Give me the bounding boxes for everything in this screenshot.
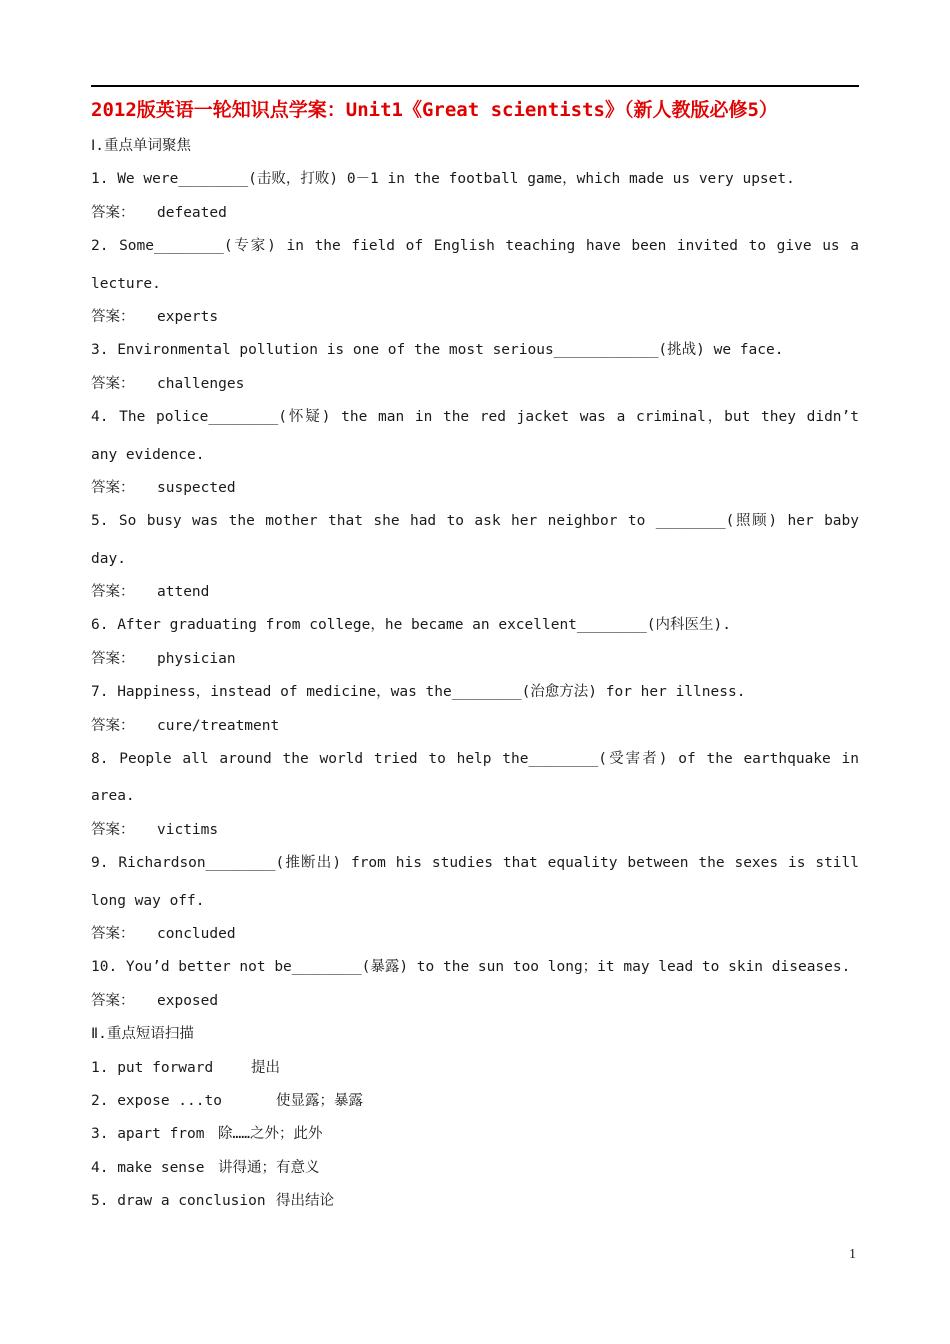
answer-7 [91, 710, 859, 743]
question-6: 6. After graduating from college，he became an excellent________(内科医生). [91, 617, 731, 634]
phrase-chinese: 除……之外；此外 [218, 1126, 323, 1143]
question-2-line2: lecture. [91, 275, 161, 292]
document-body [91, 130, 859, 1219]
answer-label: 答案： [91, 204, 135, 221]
section-heading-phrases: Ⅱ.重点短语扫描 [91, 1026, 194, 1043]
phrase-item [91, 1152, 859, 1185]
answer-5 [91, 576, 859, 609]
answer-label: 答案： [91, 925, 135, 942]
phrase-item [91, 1052, 859, 1085]
answer-label: 答案： [91, 584, 135, 601]
top-rule [91, 85, 859, 87]
question-9-line2: long way off. [91, 892, 205, 909]
question-9-line1: 9. Richardson________(推断出) from his studies that equality between the sexes is still [91, 855, 859, 872]
question-4-line2: any evidence. [91, 446, 205, 463]
phrase-english: 4. make sense [91, 1159, 205, 1176]
phrase-chinese: 提出 [251, 1059, 280, 1076]
question-8-line2: area. [91, 788, 135, 805]
answer-8 [91, 814, 859, 847]
answer-label: 答案： [91, 479, 135, 496]
phrase-item [91, 1085, 859, 1118]
answer-text: challenges [157, 375, 245, 392]
phrase-english: 5. draw a conclusion [91, 1193, 266, 1210]
question-10: 10. You’d better not be________(暴露) to the sun too long；it may lead to skin diseases. [91, 959, 851, 976]
answer-1 [91, 197, 859, 230]
question-7: 7. Happiness，instead of medicine，was the________(治愈方法) for her illness. [91, 684, 746, 701]
document-title: 2012版英语一轮知识点学案：Unit1《Great scientists》（新人教版必修5） [91, 99, 778, 121]
answer-text: cure/treatment [157, 717, 280, 734]
phrase-chinese: 使显露；暴露 [276, 1092, 363, 1109]
answer-text: physician [157, 650, 236, 667]
answer-label: 答案： [91, 375, 135, 392]
phrase-item [91, 1118, 859, 1151]
answer-label: 答案： [91, 992, 135, 1009]
phrase-item [91, 1185, 859, 1218]
phrase-chinese: 讲得通；有意义 [218, 1159, 320, 1176]
answer-text: victims [157, 821, 219, 838]
answer-label: 答案： [91, 821, 135, 838]
answer-4 [91, 472, 859, 505]
phrase-english: 3. apart from [91, 1126, 205, 1143]
question-5-line1: 5. So busy was the mother that she had to ask her neighbor to ________(照顾) her baby [91, 513, 859, 530]
phrase-english: 2. expose ...to [91, 1092, 222, 1109]
answer-text: exposed [157, 992, 219, 1009]
question-1: 1. We were________(击败，打败) 0－1 in the football game，which made us very upset. [91, 171, 795, 188]
answer-text: experts [157, 308, 219, 325]
phrase-english: 1. put forward [91, 1059, 214, 1076]
question-8-line1: 8. People all around the world tried to help the________(受害者) of the earthquake in [91, 751, 859, 768]
question-3: 3. Environmental pollution is one of the most serious____________(挑战) we face. [91, 342, 784, 359]
answer-2 [91, 301, 859, 334]
answer-label: 答案： [91, 650, 135, 667]
page-number: 1 [849, 1247, 856, 1262]
answer-label: 答案： [91, 717, 135, 734]
section-heading-words: Ⅰ.重点单词聚焦 [91, 138, 192, 154]
answer-label: 答案： [91, 308, 135, 325]
answer-text: suspected [157, 479, 236, 496]
answer-9 [91, 918, 859, 951]
phrase-chinese: 得出结论 [276, 1193, 334, 1210]
question-4-line1: 4. The police________(怀疑) the man in the red jacket was a criminal，but they didn’t [91, 409, 859, 426]
answer-6 [91, 643, 859, 676]
answer-text: attend [157, 584, 210, 601]
answer-text: defeated [157, 204, 227, 221]
question-5-line2: day. [91, 550, 126, 567]
question-2-line1: 2. Some________(专家) in the field of English teaching have been invited to give us a [91, 238, 859, 255]
answer-3 [91, 368, 859, 401]
answer-text: concluded [157, 925, 236, 942]
answer-10 [91, 985, 859, 1018]
